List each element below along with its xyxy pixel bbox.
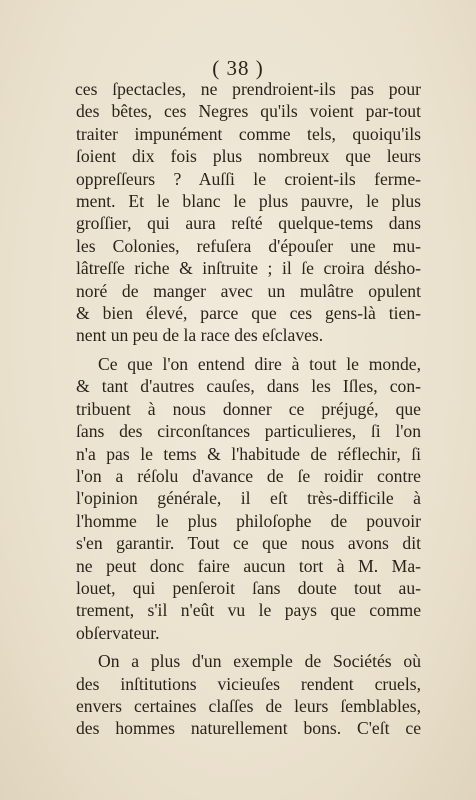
text-line: n'a pas le tems & l'habitude de réflechir, ſi [76,443,421,464]
text-line: & bien élevé, parce que ces gens-là tien- [76,303,421,324]
paragraph-2 [76,353,421,644]
text-line: l'opinion générale, il eſt très-difficile à [76,488,421,509]
text-line: tribuent à nous donner ce préjugé, que [76,398,421,419]
text-line: l'on a réſolu d'avance de ſe roidir contre [76,465,421,486]
paragraph-3 [76,650,421,740]
text-line: lâtreſſe riche & inſtruite ; il ſe croira désho- [76,258,421,279]
text-line: Ce que l'on entend dire à tout le monde, [98,353,421,374]
text-line: l'homme le plus philoſophe de pouvoir [76,510,421,531]
text-line: On a plus d'un exemple de Sociétés où [98,651,421,672]
text-line: des bêtes, ces Negres qu'ils voient par-tout [76,101,421,122]
text-line: & tant d'autres cauſes, dans les Iſles, con- [76,376,421,397]
text-line: envers certaines claſſes de leurs ſemblables, [76,695,421,716]
text-line: nent un peu de la race des eſclaves. [76,325,324,346]
text-line: ces ſpectacles, ne prendroient-ils pas pour [75,79,421,99]
text-line: louet, qui penſeroit ſans doute tout au- [76,577,421,598]
text-line: des hommes naturellement bons. C'eſt ce [76,718,421,739]
text-line: obſervateur. [76,622,160,643]
page-number: ( 38 ) [212,56,264,80]
text-line: ne peut donc faire aucun tort à M. Ma- [76,555,421,576]
text-line: des inſtitutions vicieuſes rendent cruels, [76,673,421,694]
text-line: groſſier, qui aura reſté quelque-tems dans [76,213,421,234]
text-line: oppreſſeurs ? Auſſi le croient-ils ferme- [76,168,421,189]
text-line: ſans des circonſtances particulieres, ſi l'on [76,421,421,442]
paragraph-1 [76,78,421,347]
text-line: trement, s'il n'eût vu le pays que comme [76,600,421,621]
text-line: les Colonies, refuſera d'épouſer une mu- [76,235,421,256]
body-text [76,78,421,740]
text-line: s'en garantir. Tout ce que nous avons dit [76,533,421,554]
text-line: ment. Et le blanc le plus pauvre, le plus [76,191,421,212]
text-line: noré de manger avec un mulâtre opulent [76,280,421,301]
text-line: traiter impunément comme tels, quoiqu'ils [76,123,421,144]
text-line: ſoient dix fois plus nombreux que leurs [76,146,421,167]
